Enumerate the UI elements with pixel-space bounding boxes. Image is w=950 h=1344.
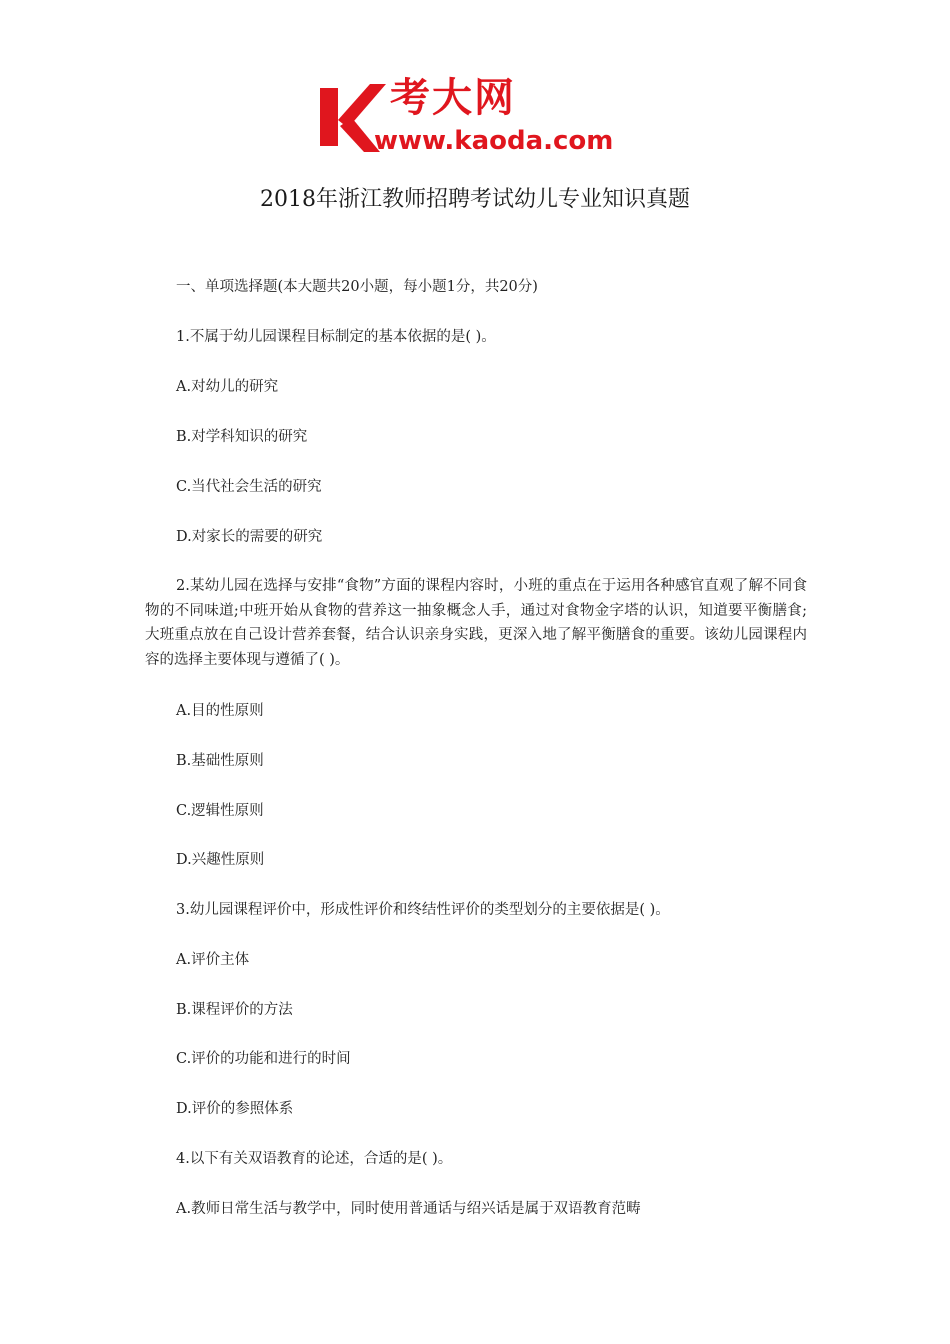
option-a: A.教师日常生活与教学中，同时使用普通话与绍兴话是属于双语教育范畴 (176, 1201, 641, 1217)
option-c: C.逻辑性原则 (176, 803, 264, 819)
logo-brand-name: 考大网 (390, 75, 516, 121)
option-c: C.评价的功能和进行的时间 (176, 1051, 351, 1067)
option-b: B.对学科知识的研究 (176, 429, 308, 445)
option-a: A.对幼儿的研究 (176, 379, 279, 395)
option-d: D.兴趣性原则 (176, 852, 265, 868)
option-d: D.对家长的需要的研究 (176, 529, 323, 545)
option-b: B.基础性原则 (176, 753, 264, 769)
document-title: 2018年浙江教师招聘考试幼儿专业知识真题 (260, 187, 690, 212)
question-stem: 3.幼儿园课程评价中，形成性评价和终结性评价的类型划分的主要依据是( )。 (176, 902, 670, 918)
section-heading: 一、单项选择题(本大题共20小题，每小题1分，共20分) (176, 279, 538, 295)
option-c: C.当代社会生活的研究 (176, 479, 322, 495)
question-stem: 1.不属于幼儿园课程目标制定的基本依据的是( )。 (176, 329, 496, 345)
option-a: A.目的性原则 (176, 703, 264, 719)
question-stem: 4.以下有关双语教育的论述，合适的是( )。 (176, 1151, 453, 1167)
option-a: A.评价主体 (176, 952, 250, 968)
option-b: B.课程评价的方法 (176, 1002, 293, 1018)
site-logo[interactable] (318, 75, 638, 160)
question-stem: 2.某幼儿园在选择与安排“食物”方面的课程内容时，小班的重点在于运用各种感官直观了解不同食物的不同味道;中班开始从食物的营养这一抽象概念人手，通过对食物金字塔的认识，知道要平衡膳食;大班重点放在自己设计营养套餐，结合认识亲身实践，更深入地了解平衡膳食的重要。该幼儿园课程内容的选择主要体现与遵循了( )。 (145, 578, 807, 668)
logo-url: www.kaoda.com (374, 126, 614, 156)
option-d: D.评价的参照体系 (176, 1101, 294, 1117)
